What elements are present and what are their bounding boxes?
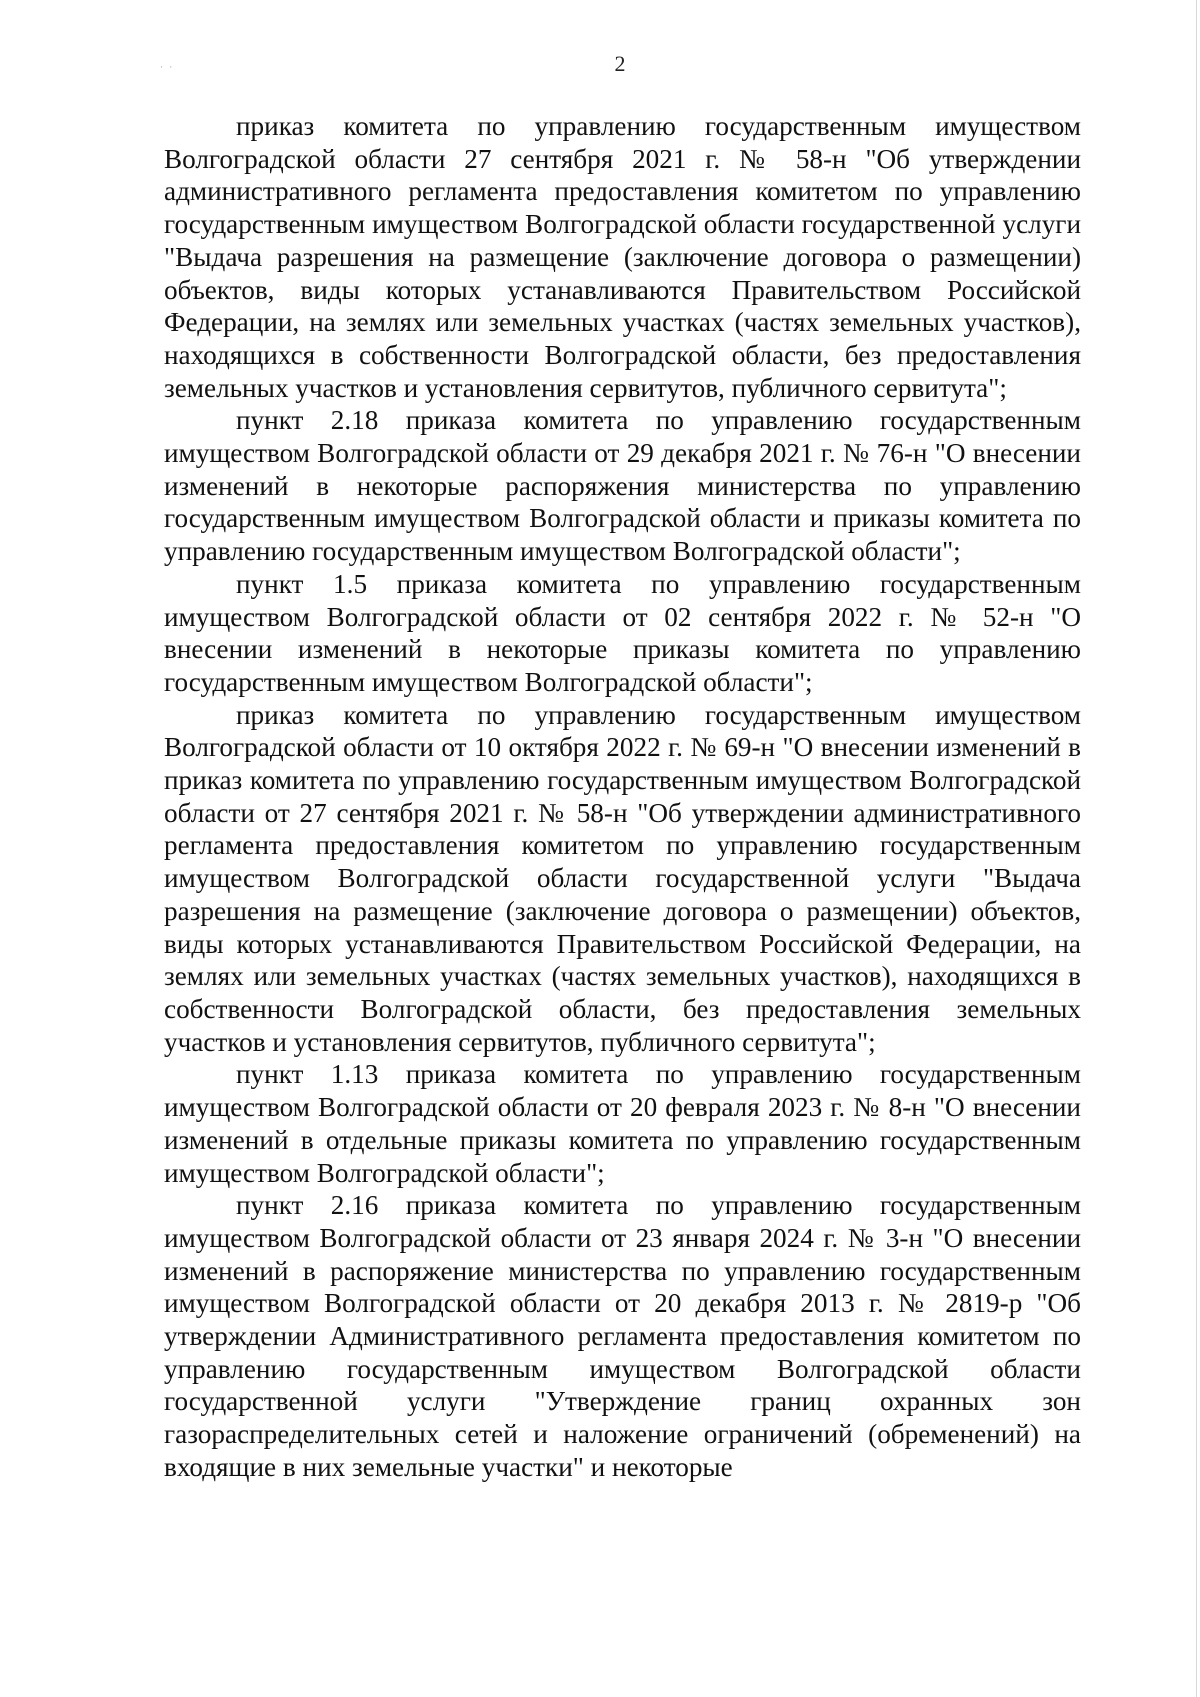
paragraph-order-69n: приказ комитета по управлению государственным имуществом Волгоградской области от 10 октября 2022 г. № 69-н "О внесении изменений в приказ комитета по управлению государственным имуществом Волгоградской области от 27 сентября 2021 г. № 58-н "Об утверждении административного регламента предоставления комитетом по управлению государственным имуществом Волгоградской области государственной услуги "Выдача разрешения на размещение (заключение договора о размещении) объектов, виды которых устанавливаются Правительством Российской Федерации, на землях или земельных участках (частях земельных участков), находящихся в собственности Волгоградской области, без предоставления земельных участков и установления сервитутов, публичного сервитута"; (164, 699, 1081, 1057)
paragraph-order-58n: приказ комитета по управлению государственным имуществом Волгоградской области 27 сентября 2021 г. № 58-н "Об утверждении административного регламента предоставления комитетом по управлению государственным имуществом Волгоградской области государственной услуги "Выдача разрешения на размещение (заключение договора о размещении) объектов, виды которых устанавливаются Правительством Российской Федерации, на землях или земельных участках (частях земельных участков), находящихся в собственности Волгоградской области, без предоставления земельных участков и установления сервитутов, публичного сервитута"; (164, 111, 1081, 403)
page-number: 2 (614, 51, 626, 76)
scan-page-edge (1196, 0, 1197, 1697)
paragraph-item-1-5-order-52n: пункт 1.5 приказа комитета по управлению государственным имуществом Волгоградской области от 02 сентября 2022 г. № 52-н "О внесении изменений в некоторые приказы комитета по управлению государственным имуществом Волгоградской области"; (164, 568, 1081, 697)
document-body (164, 110, 1081, 1484)
paragraph-item-2-16-order-3n: пункт 2.16 приказа комитета по управлению государственным имуществом Волгоградской области от 23 января 2024 г. № 3-н "О внесении изменений в распоряжение министерства по управлению государственным имуществом Волгоградской области от 20 декабря 2013 г. № 2819-р "Об утверждении Административного регламента предоставления комитетом по управлению государственным имуществом Волгоградской области государственной услуги "Утверждение границ охранных зон газораспределительных сетей и наложение ограничений (обременений) на входящие в них земельные участки" и некоторые (164, 1190, 1081, 1482)
scan-artifact-mark: · · (160, 62, 175, 72)
paragraph-item-1-13-order-8n: пункт 1.13 приказа комитета по управлению государственным имуществом Волгоградской области от 20 февраля 2023 г. № 8-н "О внесении изменений в отдельные приказы комитета по управлению государственным имуществом Волгоградской области"; (164, 1059, 1081, 1188)
paragraph-item-2-18-order-76n: пункт 2.18 приказа комитета по управлению государственным имуществом Волгоградской области от 29 декабря 2021 г. № 76-н "О внесении изменений в некоторые распоряжения министерства по управлению государственным имуществом Волгоградской области и приказы комитета по управлению государственным имуществом Волгоградской области"; (164, 405, 1081, 567)
